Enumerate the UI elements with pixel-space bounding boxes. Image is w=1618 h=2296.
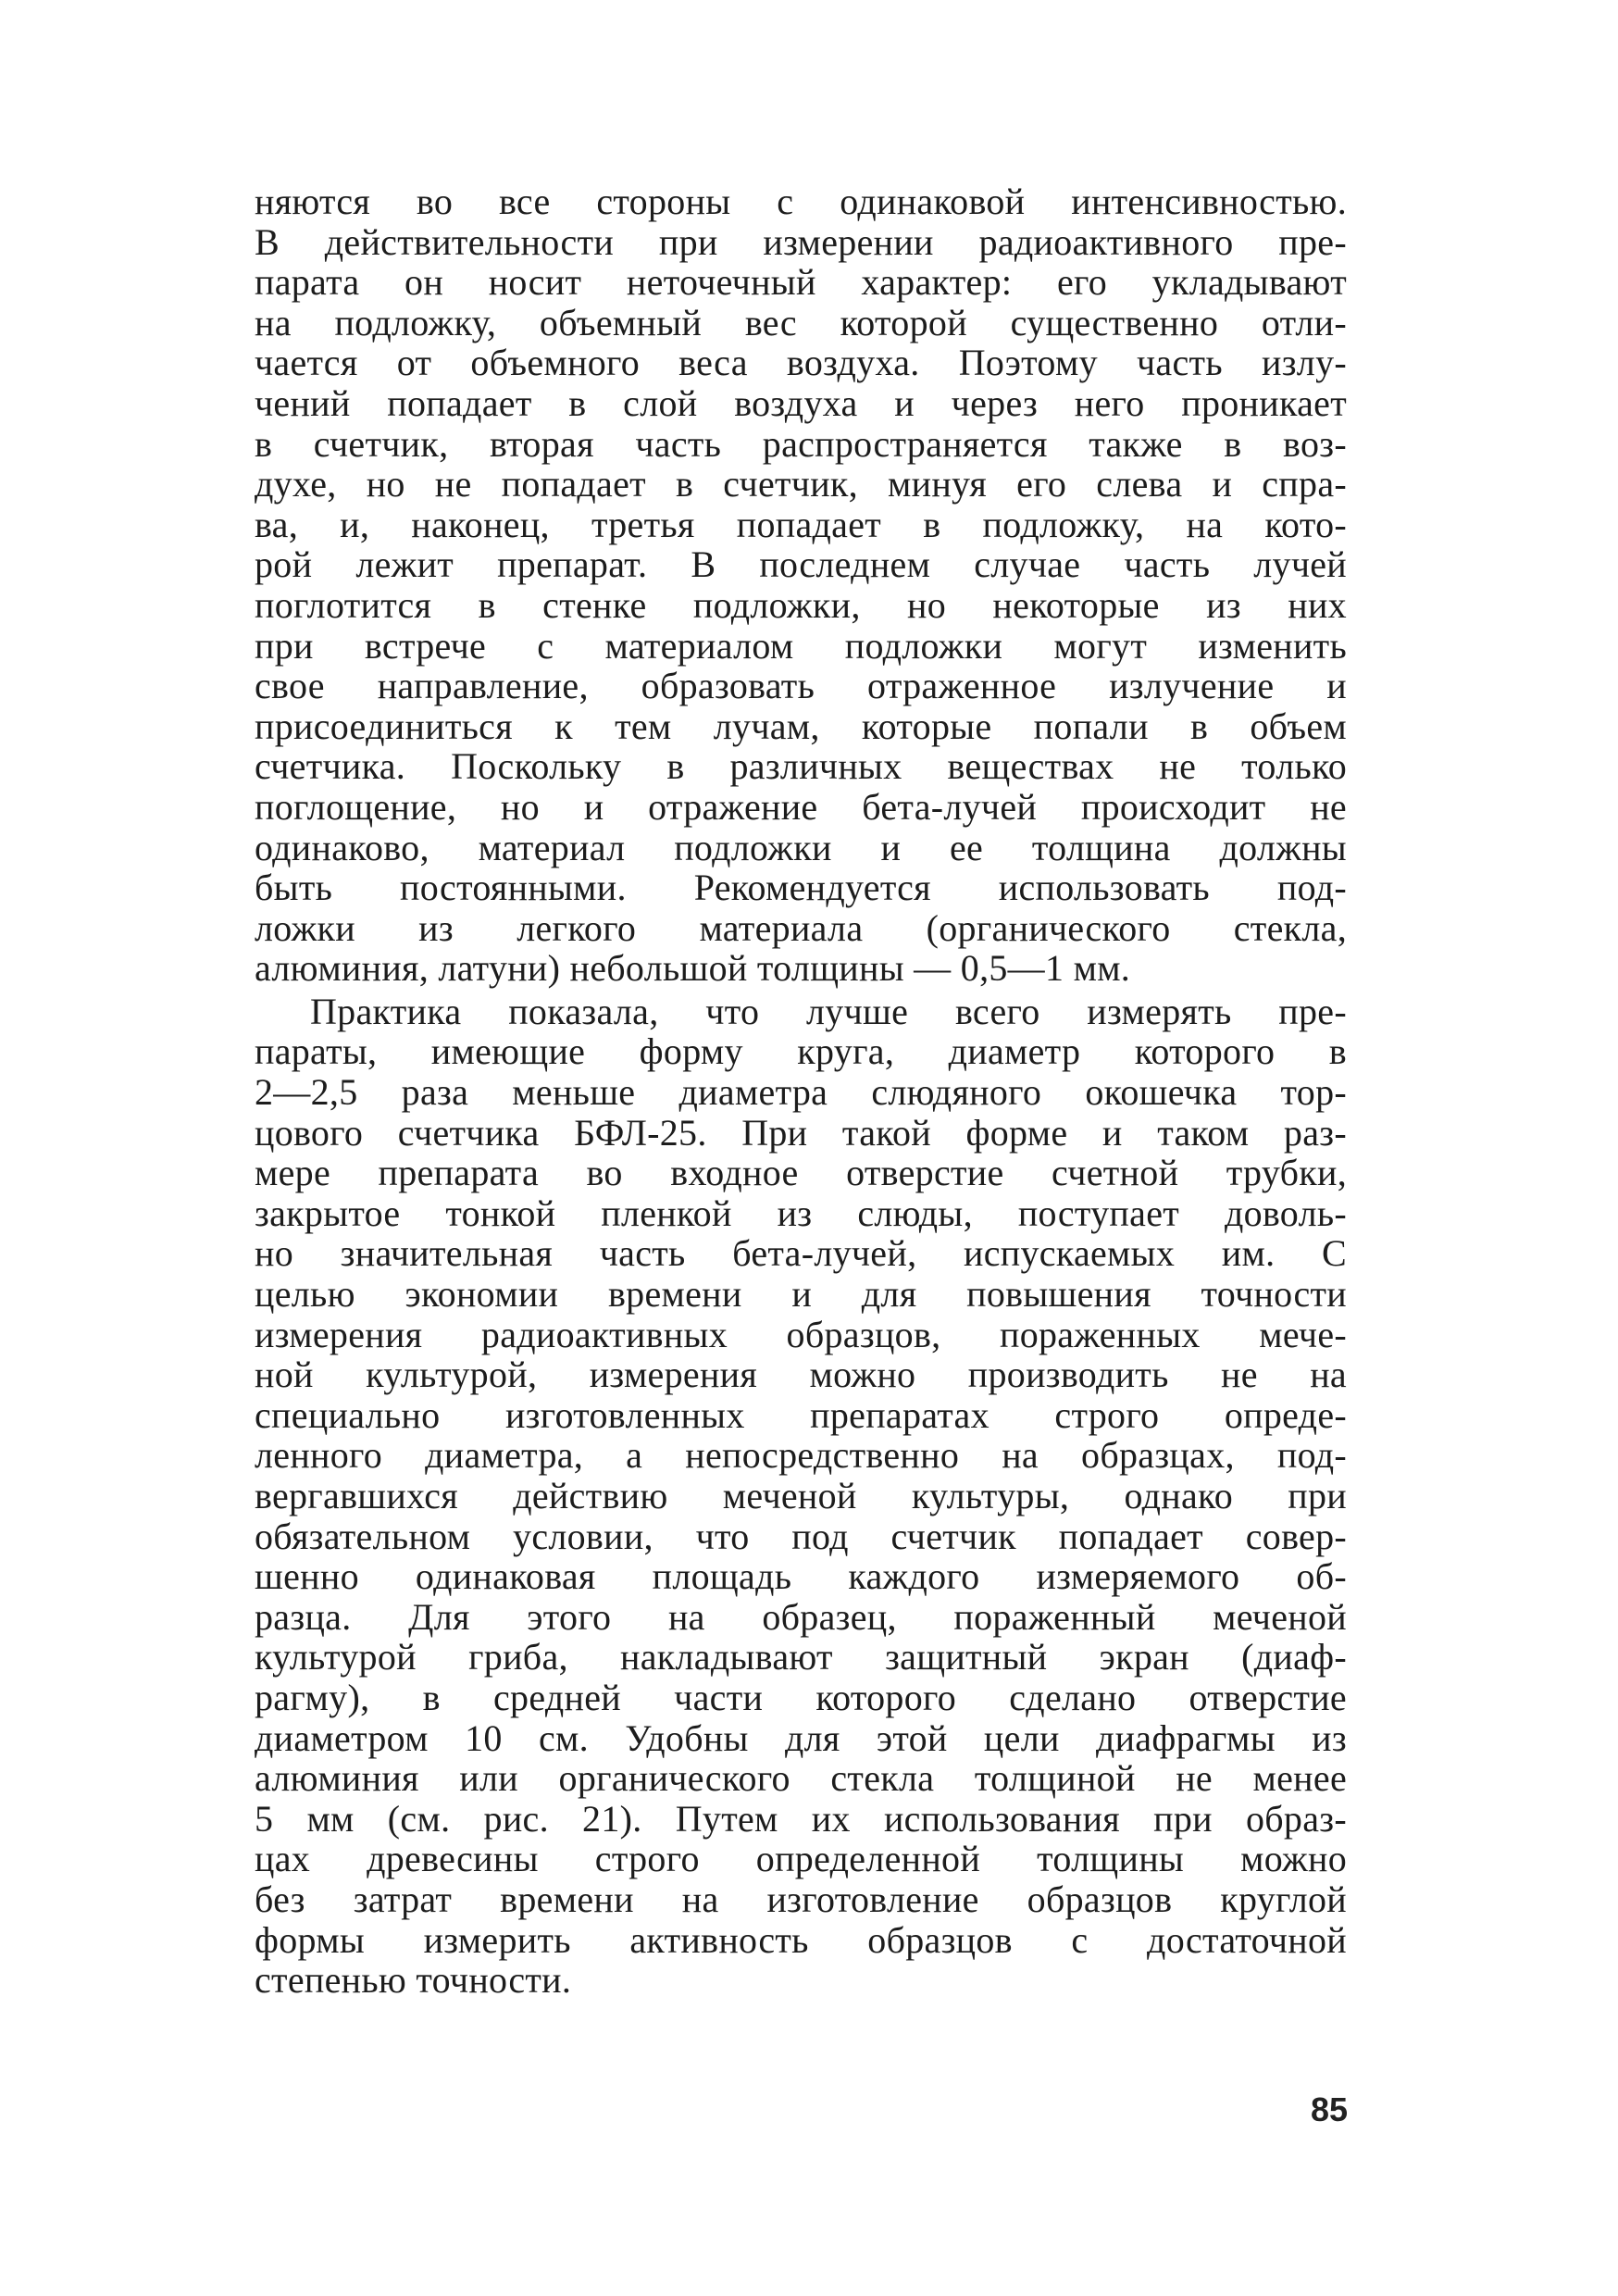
text-line: обязательном условии, что под счетчик попадает совер- xyxy=(255,1515,1347,1557)
text-line: закрытое тонкой пленкой из слюды, поступает доволь- xyxy=(255,1192,1347,1234)
text-line: быть постоянными. Рекомендуется использовать под- xyxy=(255,867,1347,909)
text-line: вергавшихся действию меченой культуры, однако при xyxy=(255,1475,1347,1516)
text-line: культурой гриба, накладывают защитный экран (диаф- xyxy=(255,1636,1347,1678)
text-line: на подложку, объемный вес которой существенно отли- xyxy=(255,301,1347,343)
text-line: целью экономии времени и для повышения точности xyxy=(255,1273,1347,1316)
text-line: цах древесины строго определенной толщины можно xyxy=(255,1838,1347,1880)
page-number: 85 xyxy=(1310,2090,1348,2128)
text-line: ленного диаметра, а непосредственно на образцах, под- xyxy=(255,1434,1347,1477)
text-line: специально изготовленных препаратах строго опреде- xyxy=(255,1393,1347,1436)
text-line: алюминия или органического стекла толщиной не менее xyxy=(255,1757,1347,1800)
text-line: поглощение, но и отражение бета-лучей происходит не xyxy=(255,785,1347,828)
text-line: формы измерить активность образцов с достаточной xyxy=(255,1918,1347,1961)
text-line: измерения радиоактивных образцов, пораженных мече- xyxy=(255,1313,1347,1355)
paragraph-1 xyxy=(255,181,1347,989)
text-line: степенью точности. xyxy=(255,1959,572,2002)
text-line: рагму), в средней части которого сделано отверстие xyxy=(255,1676,1347,1718)
text-line: парата он носит неточечный характер: его укладывают xyxy=(255,261,1347,304)
text-line: В действительности при измерении радиоактивного пре- xyxy=(255,220,1347,263)
text-line: мере препарата во входное отверстие счетной трубки, xyxy=(255,1152,1347,1194)
text-line: алюминия, латуни) небольшой толщины — 0,5—1 мм. xyxy=(255,947,1131,990)
text-line: шенно одинаковая площадь каждого измеряемого об- xyxy=(255,1555,1347,1598)
text-line: поглотится в стенке подложки, но некоторые из них xyxy=(255,583,1347,626)
text-line: чается от объемного веса воздуха. Поэтому часть излу- xyxy=(255,342,1347,384)
text-line: в счетчик, вторая часть распространяется также в воз- xyxy=(255,422,1347,465)
text-line: чений попадает в слой воздуха и через него проникает xyxy=(255,381,1347,424)
text-line: при встрече с материалом подложки могут изменить xyxy=(255,624,1347,667)
text-line: ва, и, наконец, третья попадает в подложку, на кото- xyxy=(255,503,1347,545)
text-line: без затрат времени на изготовление образцов круглой xyxy=(255,1878,1347,1920)
text-line: присоединиться к тем лучам, которые попали в объем xyxy=(255,705,1347,747)
text-line: духе, но не попадает в счетчик, минуя его слева и спра- xyxy=(255,463,1347,505)
text-line: ложки из легкого материала (органического стекла, xyxy=(255,906,1347,949)
text-line: ной культурой, измерения можно производить не на xyxy=(255,1354,1347,1396)
text-line: 2—2,5 раза меньше диаметра слюдяного окошечка тор- xyxy=(255,1071,1347,1114)
text-line: 5 мм (см. рис. 21). Путем их использования при образ- xyxy=(255,1797,1347,1840)
paragraph-2 xyxy=(255,992,1347,2001)
text-line: цового счетчика БФЛ-25. При такой форме и таком раз- xyxy=(255,1111,1347,1154)
text-line: рой лежит препарат. В последнем случае часть лучей xyxy=(255,543,1347,586)
body-text xyxy=(255,181,1347,2001)
text-line: счетчика. Поскольку в различных веществах не только xyxy=(255,745,1347,788)
text-line: диаметром 10 см. Удобны для этой цели диафрагмы из xyxy=(255,1716,1347,1759)
text-line: Практика показала, что лучше всего измерять пре- xyxy=(310,990,1347,1032)
text-line: свое направление, образовать отраженное излучение и xyxy=(255,665,1347,707)
text-line: параты, имеющие форму круга, диаметр которого в xyxy=(255,1030,1347,1073)
text-line: одинаково, материал подложки и ее толщина должны xyxy=(255,826,1347,868)
text-line: разца. Для этого на образец, пораженный меченой xyxy=(255,1595,1347,1638)
text-line: няются во все стороны с одинаковой интенсивностью. xyxy=(255,181,1347,222)
text-line: но значительная часть бета-лучей, испускаемых им. С xyxy=(255,1232,1347,1275)
